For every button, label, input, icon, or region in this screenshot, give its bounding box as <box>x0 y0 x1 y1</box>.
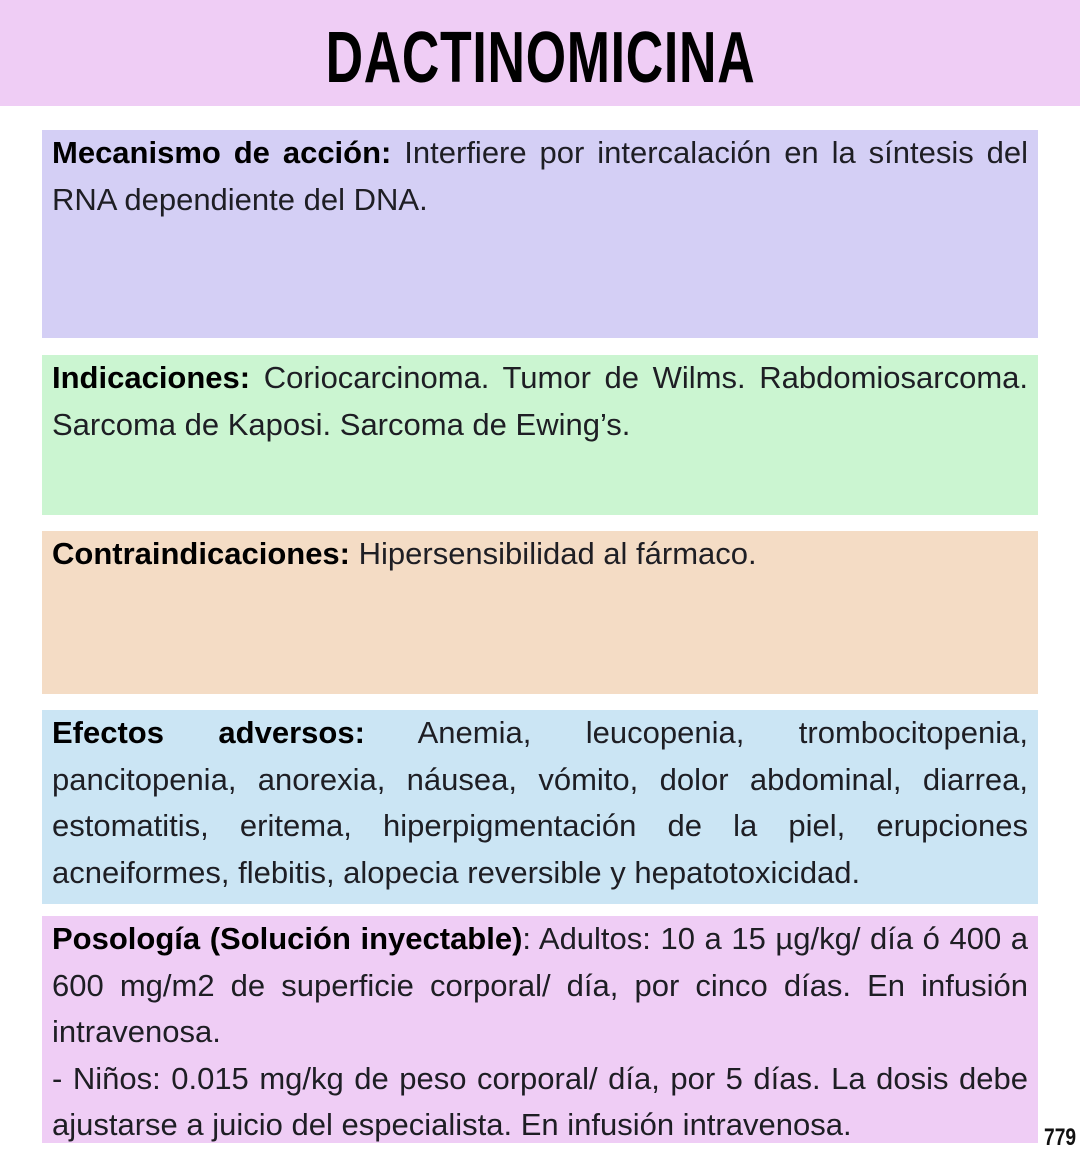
drug-title: DACTINOMICINA <box>325 18 755 98</box>
section-text-ninos: - Niños: 0.015 mg/kg de peso corporal/ día, por 5 días. La dosis debe ajustarse a juicio del especialista. En infusión intravenosa. <box>52 1060 1028 1142</box>
page-number: 779 <box>1043 1124 1076 1151</box>
section-label: Efectos adversos: <box>52 715 365 750</box>
section-indicaciones <box>42 355 1038 515</box>
section-label: Contraindicaciones: <box>52 536 350 571</box>
section-contraindicaciones <box>42 531 1038 694</box>
section-label: Mecanismo de acción: <box>52 135 392 170</box>
section-posologia <box>42 916 1038 1143</box>
section-text: Hipersensibilidad al fármaco. <box>350 536 757 571</box>
section-text: Coriocarcinoma. Tumor de Wilms. Rabdomiosarcoma. Sarcoma de Kaposi. Sarcoma de Ewing’s. <box>52 360 1028 442</box>
section-efectos-adversos <box>42 710 1038 904</box>
section-label: Indicaciones: <box>52 360 251 395</box>
section-text: : Adultos: 10 a 15 µg/kg/ día ó 400 a 600 mg/m2 de superficie corporal/ día, por cinco días. En infusión intravenosa. <box>52 921 1028 1049</box>
section-label: Posología (Solución inyectable) <box>52 921 523 956</box>
title-banner <box>0 0 1080 106</box>
section-text: Anemia, leucopenia, trombocitopenia, pancitopenia, anorexia, náusea, vómito, dolor abdominal, diarrea, estomatitis, eritema, hiperpigmentación de la piel, erupciones acneiformes, flebitis, alopecia reversible y hepatotoxicidad. <box>52 715 1028 890</box>
section-text: Interfiere por intercalación en la síntesis del RNA dependiente del DNA. <box>52 135 1028 217</box>
section-mecanismo <box>42 130 1038 338</box>
